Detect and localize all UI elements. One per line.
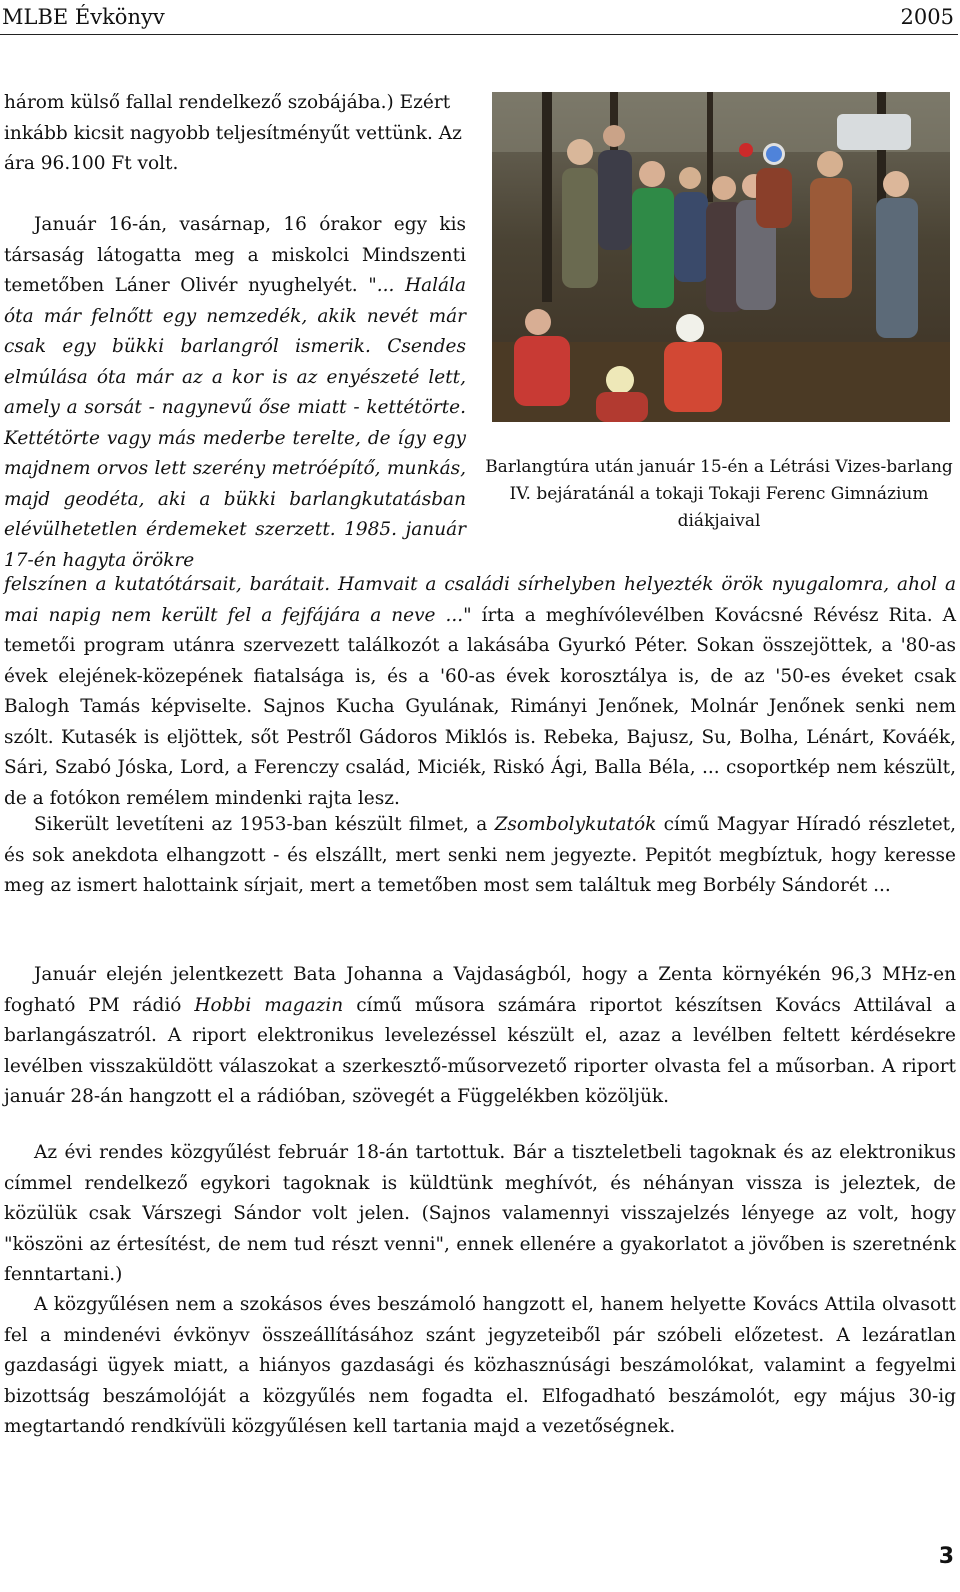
running-header xyxy=(0,0,958,35)
film-text-after: című Magyar Híradó részletet, és sok anekdota elhangzott - és elszállt, mert senki nem jegyezte. Pepitót megbíztuk, hogy keresse meg az ismert halottaink sírjait, mert a temetőben most sem találtuk meg Borbély Sándorét ... xyxy=(4,814,956,896)
laner-paragraph-side xyxy=(4,210,466,576)
group-photo-illustration xyxy=(492,92,950,422)
laner-quote-side: ... Halála óta már felnőtt egy nemzedék, akik nevét már csak egy bükki barlangról ismerik. Csendes elmúlása óta már az a kor is az enyészeté lett, amely a sorsát - nagynevű őse miatt - kettétörte. Kettétörte vagy más mederbe terelte, de így egy majdnem orvos lett szerény metróépítő, munkás, majd geodéta, aki a bükki barlangkutatásban elévülhetetlen érdemeket szerzett. 1985. január 17-én hagyta örökre xyxy=(4,275,466,571)
film-paragraph xyxy=(4,810,956,902)
assembly-report-paragraph: A közgyűlésen nem a szokásos éves beszámoló hangzott el, hanem helyette Kovács Attila olvasott fel a mindenévi évkönyv összeállításához szánt jegyzeteiből pár szóbeli előzetest. A lezáratlan gazdasági ügyek miatt, a hiányos gazdasági és közhasznúsági beszámolókat, valamint a fegyelmi bizottság beszámolóját a közgyűlés nem fogadta el. Elfogadható beszámolót, egy május 30-ig megtartandó rendkívüli közgyűlésen kell tartania majd a vezetőségnek. xyxy=(4,1294,956,1437)
radio-paragraph xyxy=(4,960,956,1113)
radio-text-before: Január elején jelentkezett Bata Johanna a Vajdaságból, hogy a Zenta környékén 96,3 MHz-en fogható PM rádió xyxy=(4,964,956,1016)
group-photo xyxy=(492,92,950,422)
header-year: 2005 xyxy=(900,5,954,29)
film-title: Zsombolykutatók xyxy=(494,814,657,835)
laner-paragraph-full xyxy=(4,570,956,814)
laner-quote-full: felszínen a kutatótársait, barátait. Hamvait a családi sírhelyben helyezték örök nyugalomra, ahol a mai napig nem került fel a fejfájára a neve ... xyxy=(4,574,956,626)
photo-caption: Barlangtúra után január 15-én a Létrási Vizes-barlang IV. bejáratánál a tokaji Tokaji Ferenc Gimnázium diákjaival xyxy=(485,457,953,531)
film-text-before: Sikerült levetíteni az 1953-ban készült filmet, a xyxy=(34,814,495,835)
page-number: 3 xyxy=(938,1544,954,1569)
header-title: MLBE Évkönyv xyxy=(2,5,165,29)
laner-continuation: " írta a meghívólevélben Kovácsné Révész Rita. A temetői program utánra szervezett találkozót a lakásába Gyurkó Péter. Sokan összejöttek, a '80-as évek elejének-közepének fiatalsága is, és a '60-as évek korosztálya is, de az '50-es éveket csak Balogh Tamás képviselte. Sajnos Kucha Gyulának, Rimányi Jenőnek, Molnár Jenőnek senki nem szólt. Kutasék is eljöttek, sőt Pestről Gádoros Miklós is. Rebeka, Bajusz, Su, Bolha, Lénárt, Kováék, Sári, Szabó Jóska, Lord, a Ferenczy család, Miciék, Riskó Ági, Balla Béla, ... csoportkép nem készült, de a fotókon remélem mindenki rajta lesz. xyxy=(4,604,956,809)
radio-show-title: Hobbi magazin xyxy=(194,994,344,1016)
radio-text-after: című műsora számára riportot készítsen Kovács Attilával a barlangászatról. A riport elektronikus levelezéssel készült el, azaz a levélben feltett kérdésekre levélben visszaküldött válaszokat a szerkesztő-műsorvezető riporter olvasta fel a műsorban. A riport január 28-án hangzott el a rádióban, szövegét a Függelékben közöljük. xyxy=(4,994,956,1107)
intro-paragraph: három külső fallal rendelkező szobájába.) Ezért inkább kicsit nagyobb teljesítményűt vettünk. Az ára 96.100 Ft volt. xyxy=(4,92,462,174)
laner-intro-text: Január 16-án, vasárnap, 16 órakor egy kis társaság látogatta meg a miskolci Mindszenti temetőben Láner Olivér nyughelyét. " xyxy=(4,214,466,296)
assembly-paragraph: Az évi rendes közgyűlést február 18-án tartottuk. Bár a tiszteletbeli tagoknak és az elektronikus címmel rendelkező egykori tagoknak is küldtünk meghívót, és néhányan vissza is jeleztek, de közülük csak Várszegi Sándor volt jelen. (Sajnos valamennyi visszajelzés lényege az volt, hogy "köszöni az értesítést, de nem tud részt venni", ennek ellenére a gyakorlatot a jövőben is szeretnénk fenntartani.) xyxy=(4,1142,956,1285)
